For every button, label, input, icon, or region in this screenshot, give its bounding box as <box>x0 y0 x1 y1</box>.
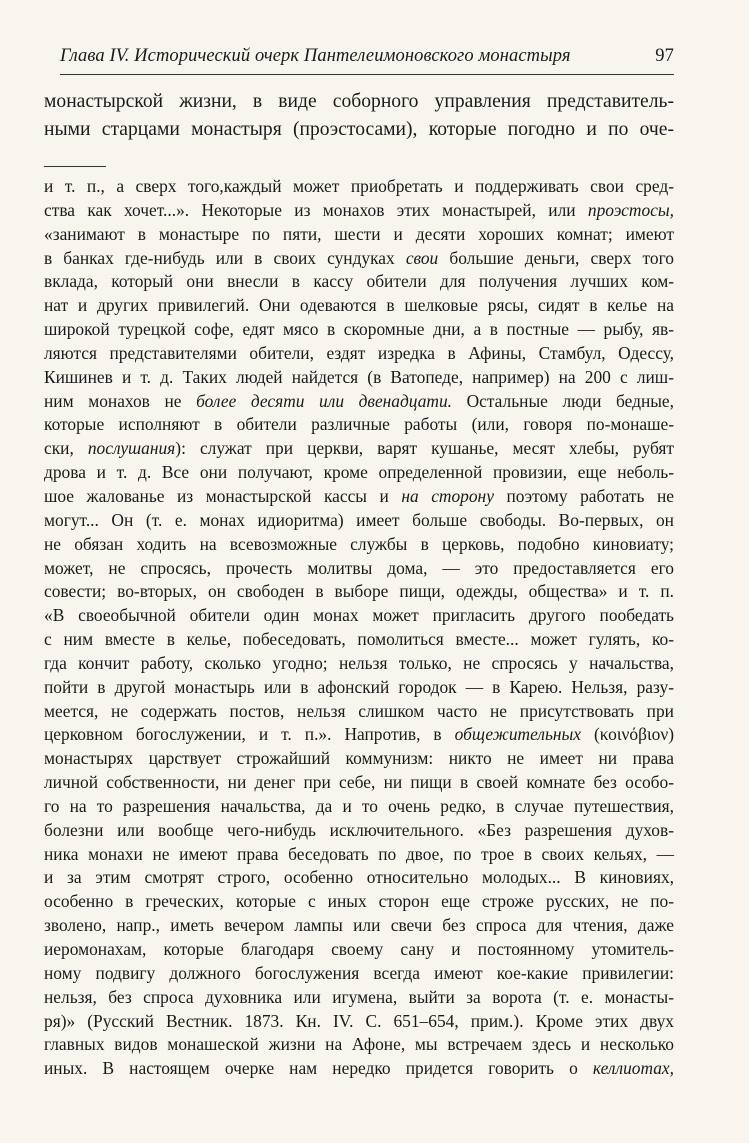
running-header-title: Глава IV. Исторический очерк Пантелеимоновского монастыря <box>60 46 571 66</box>
italic-term: общежительных <box>454 724 582 745</box>
italic-term: на сторону <box>401 485 494 506</box>
footnote-line: иеромонахам, которые благодаря своему сану и постоянному утомитель- <box>44 939 674 959</box>
footnote-line: и за этим смотрят строго, особенно относительно молодых... В киновиях, <box>44 867 674 888</box>
footnote-line: нат и других привилегий. Они одеваются в шелковые рясы, сидят в келье на <box>44 295 674 316</box>
italic-term: свои <box>405 247 439 268</box>
footnote-line: не обязан ходить на всевозможные службы в церковь, подобно киновиату; <box>44 533 674 554</box>
main-text-line: ными старцами монастыря (проэстосами), которые погодно и по оче- <box>44 119 674 140</box>
footnote-line: ства как хочет...». Некоторые из монахов этих монастырей, или проэстосы, <box>44 199 674 220</box>
footnote-line: ним монахов не более десяти или двенадцати. Остальные люди бедные, <box>44 390 674 411</box>
footnote-line: го на то разрешения начальства, да и то очень редко, в случае путешествия, <box>44 795 674 816</box>
running-header <box>60 46 674 72</box>
italic-term: келлиотах, <box>592 1058 674 1079</box>
footnote-line: личной собственности, ни денег при себе, ни пищи в своей комнате без особо- <box>44 772 674 793</box>
footnote-line: церковном богослужении, и т. п.». Напротив, в общежительных (κοινόβιον) <box>44 724 674 745</box>
footnote-line: пойти в другой монастырь или в афонский городок — в Карею. Нельзя, разу- <box>44 676 674 697</box>
footnote-line: с ним вместе в келье, побеседовать, помолиться вместе... может гулять, ко- <box>44 629 674 650</box>
footnote-line: ски, послушания): служат при церкви, варят кушанье, месят хлебы, рубят <box>44 438 674 459</box>
footnote-line: меется, не содержать постов, нельзя слишком часто не присутствовать при <box>44 700 674 721</box>
footnote-line: особенно в греческих, которые с иных сторон еще строже русских, не по- <box>44 891 674 912</box>
footnote-line: дрова и т. д. Все они получают, кроме определенной провизии, еще неболь- <box>44 462 674 483</box>
footnote-line: шое жалованье из монастырской кассы и на сторону поэтому работать не <box>44 485 674 506</box>
footnote-line: совести; во-вторых, он свободен в выборе пищи, одежды, общества» и т. п. <box>44 581 674 602</box>
footnote-line: Кишинев и т. д. Таких людей найдется (в Ватопеде, например) на 200 с лиш- <box>44 366 674 387</box>
footnote-line: «занимают в монастыре по пяти, шести и десяти хороших комнат; имеют <box>44 223 674 244</box>
footnote-line: зволено, напр., иметь вечером лампы или свечи без спроса для чтения, даже <box>44 915 674 936</box>
footnote-line: ляются представителями обители, ездят изредка в Афины, Стамбул, Одессу, <box>44 342 674 363</box>
footnote-line: гда кончит работу, сколько угодно; нельзя только, не спросясь у начальства, <box>44 652 674 673</box>
footnote-separator <box>44 166 106 167</box>
footnote-line: которые исполняют в обители различные работы (или, говоря по-монаше- <box>44 414 674 435</box>
footnote-line: монастырях царствует строжайший коммунизм: никто не имеет ни права <box>44 748 674 769</box>
italic-term: проэстосы, <box>587 199 674 220</box>
footnote-line: болезни или вообще чего-нибудь исключительного. «Без разрешения духов- <box>44 819 674 840</box>
italic-term: более десяти или двенадцати. <box>196 390 452 411</box>
footnote-line: иных. В настоящем очерке нам нередко придется говорить о келлиотах, <box>44 1058 674 1079</box>
footnote-line: и т. п., а сверх того,каждый может приобретать и поддерживать свои сред- <box>44 176 674 196</box>
footnote-line: ному подвигу должного богослужения всегда имеют кое-какие привилегии: <box>44 962 674 983</box>
footnote-line: ника монахи не имеют права беседовать по двое, по трое в своих кельях, — <box>44 843 674 864</box>
footnote-line: ря)» (Русский Вестник. 1873. Кн. IV. С. 651–654, прим.). Кроме этих двух <box>44 1010 674 1031</box>
footnote <box>44 175 674 1081</box>
header-rule <box>60 74 674 75</box>
footnote-line: в банках где-нибудь или в своих сундуках свои большие деньги, сверх того <box>44 247 674 268</box>
footnote-line: может, не спросясь, прочесть молитвы дома, — это предоставляется его <box>44 557 674 578</box>
footnote-line: вклада, который они внесли в кассу обители для получения лучших ком- <box>44 271 674 292</box>
footnote-line: главных видов монашеской жизни на Афоне, мы встречаем здесь и несколько <box>44 1034 674 1055</box>
footnote-line: могут... Он (т. е. монах идиоритма) имеет больше свободы. Во-первых, он <box>44 509 674 530</box>
footnote-line: нельзя, без спроса духовника или игумена, выйти за ворота (т. е. монасты- <box>44 986 674 1007</box>
footnote-line: широкой турецкой софе, едят мясо в скоромные дни, а в постные — рыбу, яв- <box>44 319 674 340</box>
italic-term: послушания <box>87 438 176 459</box>
footnote-line: «В своеобычной обители один монах может пригласить другого пообедать <box>44 605 674 626</box>
main-text-line: монастырской жизни, в виде соборного управления представитель- <box>44 91 674 112</box>
main-text <box>44 88 674 144</box>
page-number: 97 <box>655 46 674 66</box>
